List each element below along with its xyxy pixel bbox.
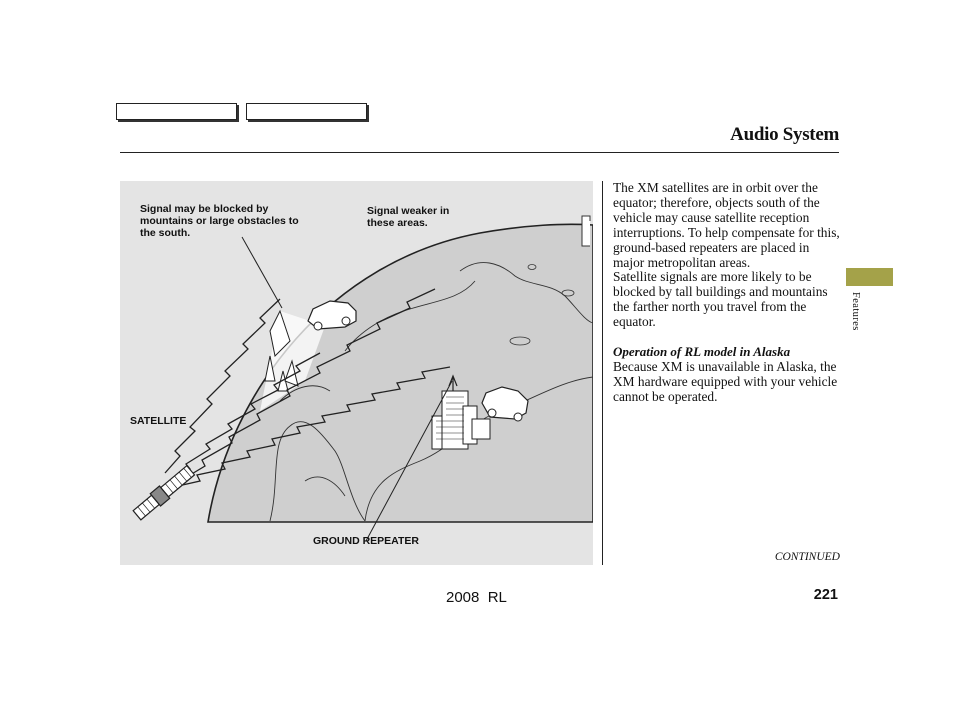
model-label: 2008 RL [446,589,507,606]
body-text [613,181,843,405]
alaska-subheading: Operation of RL model in Alaska [613,344,791,360]
page-title: Audio System [730,124,839,145]
xm-signal-illustration [120,181,593,565]
features-tab[interactable] [846,268,893,286]
paragraph-alaska: Because XM is unavailable in Alaska, the XM hardware equipped with your vehicle cannot be operated. [613,358,838,404]
satellite-icon [132,464,196,521]
title-divider [120,152,839,153]
label-ground-repeater: GROUND REPEATER [313,535,419,547]
callout-signal-blocked: Signal may be blocked by mountains or large obstacles to the south. [140,203,299,239]
column-divider [602,181,603,565]
continued-label: CONTINUED [774,551,840,563]
page-number: 221 [813,587,838,603]
paragraph-satellite-orbit: The XM satellites are in orbit over the equator; therefore, objects south of the vehicle may cause satellite reception interruptions. To help compensate for this, ground-based repeaters are placed in major metropolitan areas. [613,180,840,270]
main-menu-button[interactable] [116,103,237,120]
index-button[interactable] [246,103,367,120]
callout-signal-weaker: Signal weaker in these areas. [367,205,450,229]
features-tab-label: Features [850,292,861,331]
paragraph-signal-blocking: Satellite signals are more likely to be blocked by tall buildings and mountains the farther north you travel from the equator. [613,269,828,330]
label-satellite: SATELLITE [130,415,187,427]
